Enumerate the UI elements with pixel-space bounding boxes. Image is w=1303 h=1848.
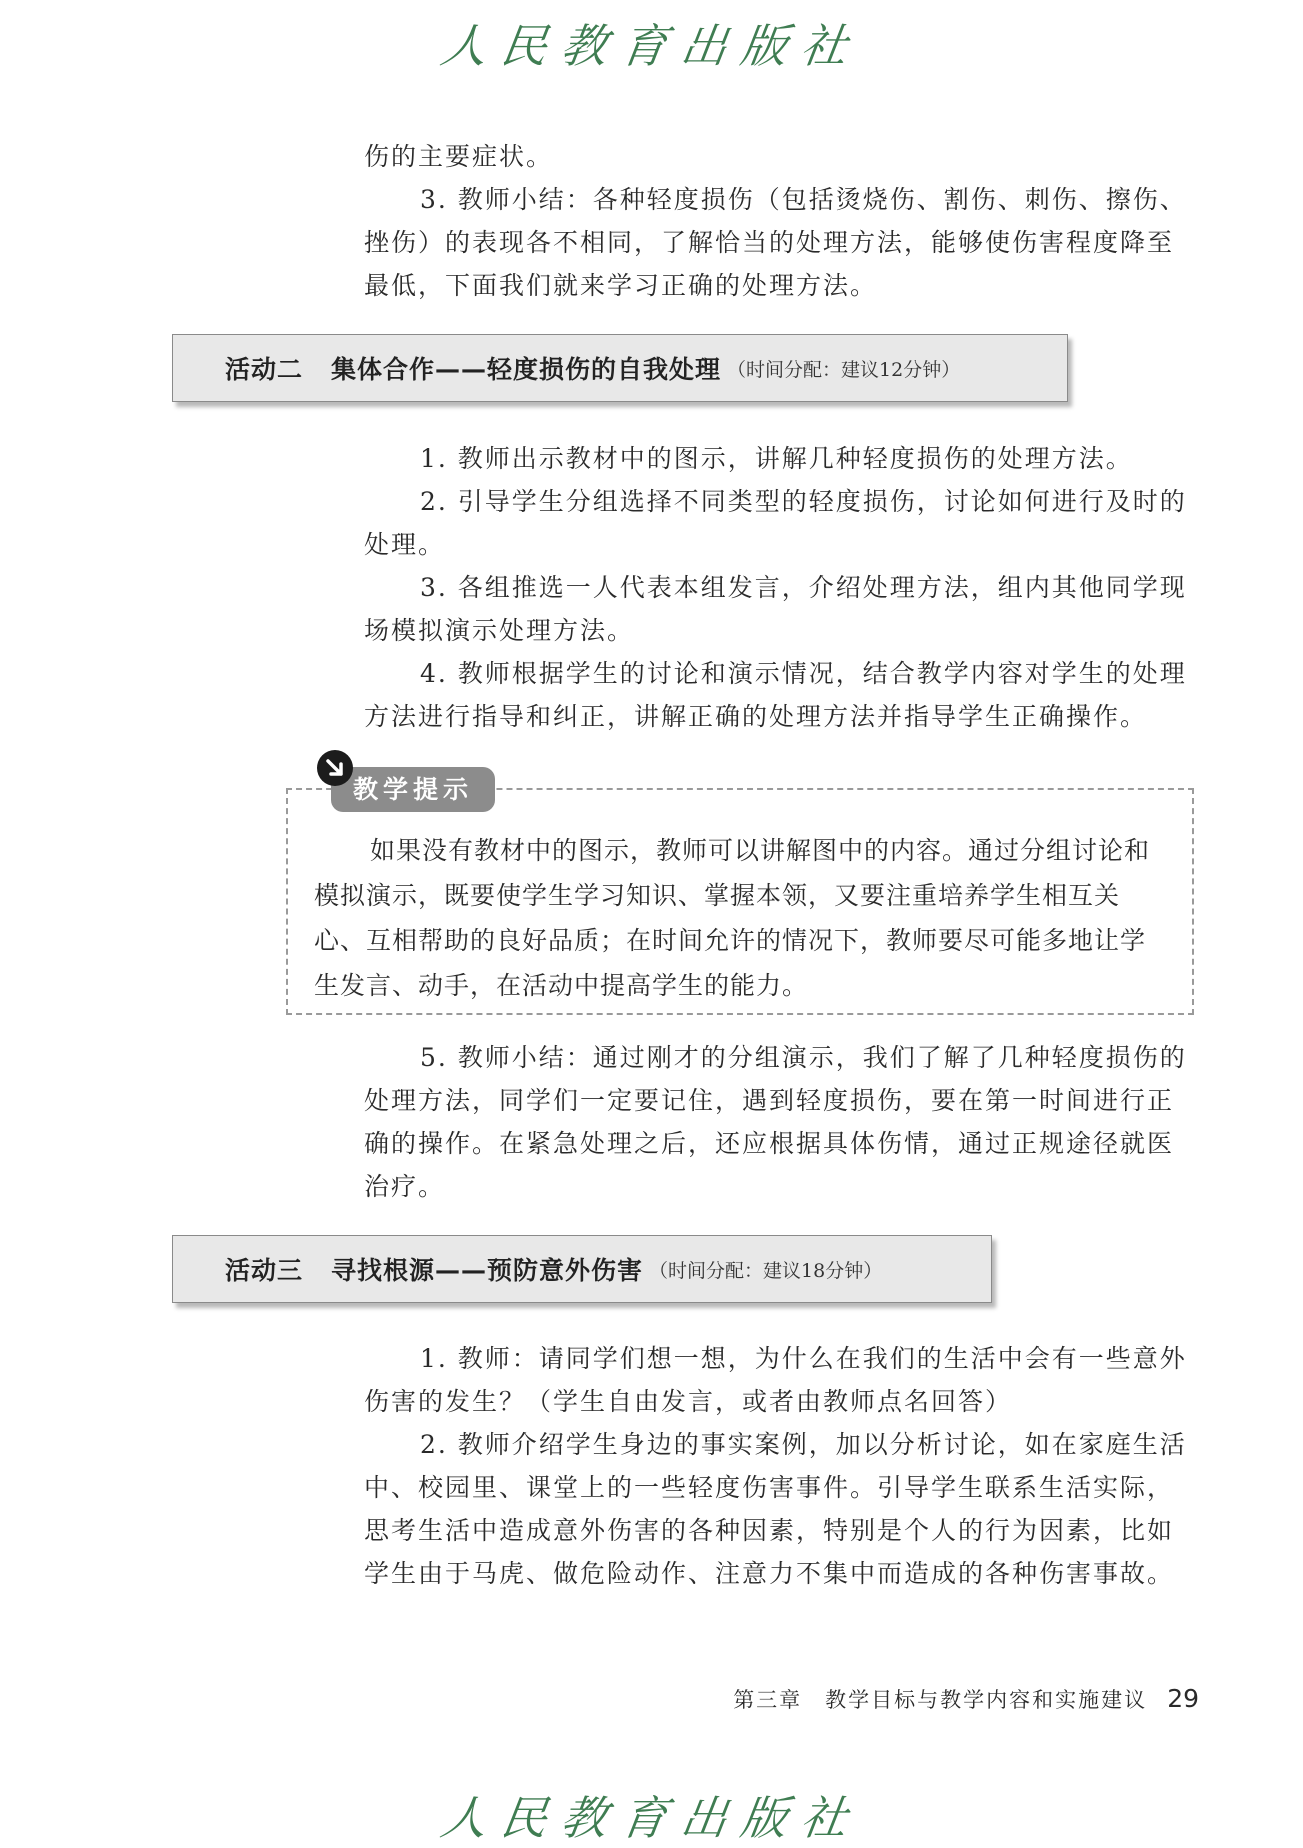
activity-2-title-text: 集体合作——轻度损伤的自我处理 [331,355,722,384]
paragraph-symptoms-end: 伤的主要症状。 [364,142,554,171]
activity-3-title [225,1251,643,1287]
publisher-logo-bottom: 人民教育出版社 [437,1791,865,1845]
page-footer [733,1684,1199,1714]
paragraph-step-3: 3. 各组推选一人代表本组发言，介绍处理方法，组内其他同学现场模拟演示处理方法。 [364,573,1187,645]
paragraph-activity3-step-2: 2. 教师介绍学生身边的事实案例，加以分析讨论，如在家庭生活中、校园里、课堂上的一些轻度伤害事件。引导学生联系生活实际，思考生活中造成意外伤害的各种因素，特别是个人的行为因素，比如学生由于马虎、做危险动作、注意力不集中而造成的各种伤害事故。 [364,1430,1187,1588]
teaching-tip-box [286,788,1194,1015]
paragraph-teacher-summary-1: 3. 教师小结：各种轻度损伤（包括烫烧伤、割伤、刺伤、擦伤、挫伤）的表现各不相同，了解恰当的处理方法，能够使伤害程度降至最低，下面我们就来学习正确的处理方法。 [364,185,1187,300]
paragraph-activity3-step-1: 1. 教师：请同学们想一想，为什么在我们的生活中会有一些意外伤害的发生？（学生自由发言，或者由教师点名回答） [364,1344,1187,1416]
activity-3-heading [172,1235,992,1303]
activity-2-time-note: （时间分配：建议12分钟） [727,358,961,381]
chapter-title: 第三章 教学目标与教学内容和实施建议 [733,1688,1148,1712]
activity-2-heading [172,334,1068,402]
paragraph-step-4: 4. 教师根据学生的讨论和演示情况，结合教学内容对学生的处理方法进行指导和纠正，讲解正确的处理方法并指导学生正确操作。 [364,659,1187,731]
activity-3-number: 活动三 [225,1256,304,1285]
arrow-down-right-icon [317,750,353,786]
paragraph-step-1: 1. 教师出示教材中的图示，讲解几种轻度损伤的处理方法。 [420,444,1133,473]
activity-3-title-text: 寻找根源——预防意外伤害 [331,1256,644,1285]
activity-3-time-note: （时间分配：建议18分钟） [649,1259,883,1282]
paragraph-step-5: 5. 教师小结：通过刚才的分组演示，我们了解了几种轻度损伤的处理方法，同学们一定要记住，遇到轻度损伤，要在第一时间进行正确的操作。在紧急处理之后，还应根据具体伤情，通过正规途径就医治疗。 [364,1043,1187,1201]
activity-2-title [225,350,721,386]
page-number: 29 [1167,1684,1199,1713]
teaching-tip-text: 如果没有教材中的图示，教师可以讲解图中的内容。通过分组讨论和模拟演示，既要使学生学习知识、掌握本领，又要注重培养学生相互关心、互相帮助的良好品质；在时间允许的情况下，教师要尽可能多地让学生发言、动手，在活动中提高学生的能力。 [314,836,1151,1000]
paragraph-step-2: 2. 引导学生分组选择不同类型的轻度损伤，讨论如何进行及时的处理。 [364,487,1187,559]
teaching-tip-label: 教学提示 [331,767,495,812]
activity-2-number: 活动二 [225,355,304,384]
publisher-logo-top: 人民教育出版社 [437,19,865,73]
